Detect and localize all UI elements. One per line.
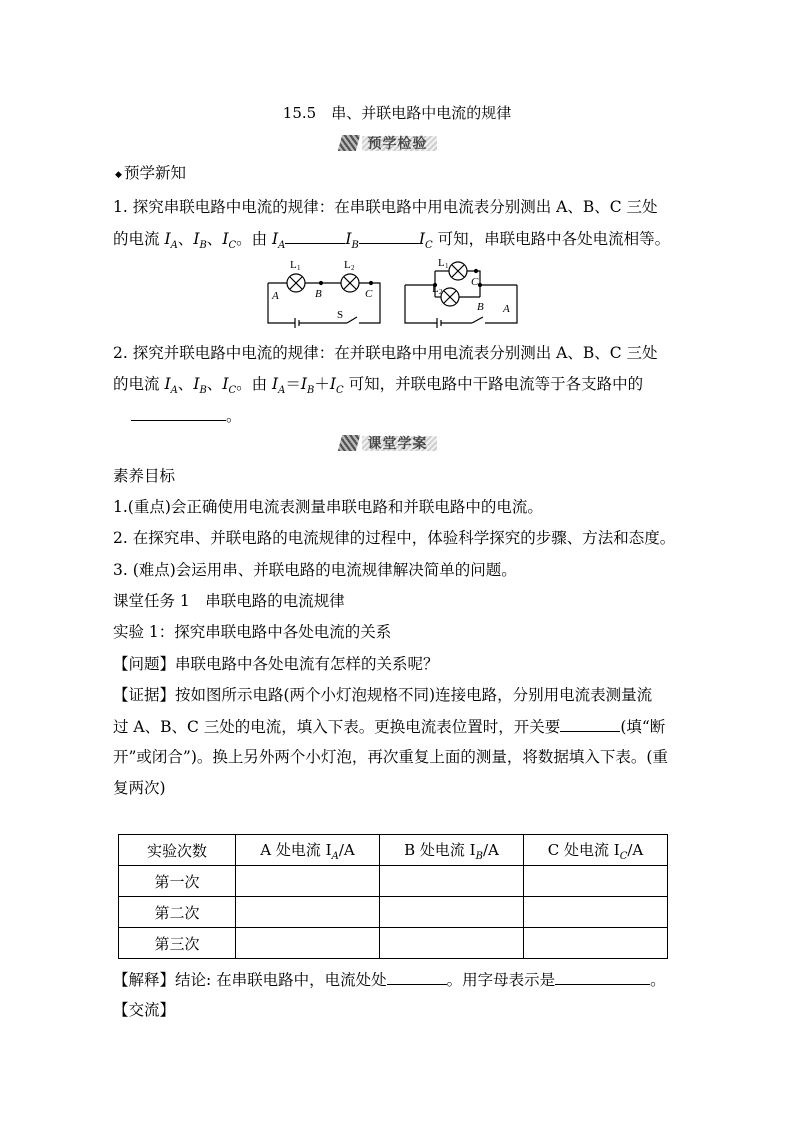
table-cell[interactable]	[524, 897, 668, 928]
svg-text:1: 1	[297, 264, 301, 272]
evidence-line3: 开”或闭合”)。换上另外两个小灯泡，再次重复上面的测量，将数据填入下表。(重	[113, 748, 668, 766]
table-header: C 处电流 $I_C/A$	[524, 835, 668, 866]
q2-line1: 2. 探究并联电路中电流的规律：在并联电路中用电流表分别测出 A、B、C 三处	[113, 344, 658, 362]
page-title: 15.5 串、并联电路中电流的规律	[282, 104, 512, 122]
svg-text:B: B	[315, 288, 322, 300]
evidence-line2: 过 A、B、C 三处的电流，填入下表。更换电流表位置时，开关要 (填“断	[113, 718, 666, 736]
goal-1: 1.(重点)会正确使用电流表测量串联电路和并联电路中的电流。	[113, 498, 543, 516]
q2-line2: 的电流 $I_A$、$I_B$、$I_C$。由 $I_A=I_B+I_C$ 可知，并联电路中干路电流等于各支路中的	[113, 375, 644, 397]
table-header-row	[119, 835, 668, 866]
evidence-line1: 【证据】按如图所示电路(两个小灯泡规格不同)连接电路，分别用电流表测量流	[113, 686, 653, 704]
goal-3: 3. (难点)会运用串、并联电路的电流规律解决简单的问题。	[113, 561, 517, 579]
row-label: 第三次	[119, 928, 236, 959]
table-row	[119, 897, 668, 928]
experiment-1-heading: 实验 1：探究串联电路中各处电流的关系	[113, 623, 392, 641]
svg-text:S: S	[337, 309, 344, 321]
section-badge-preview	[340, 133, 455, 155]
svg-text:L: L	[344, 259, 351, 271]
parallel-circuit	[405, 262, 517, 328]
series-circuit	[268, 274, 380, 328]
svg-text:B: B	[477, 301, 484, 313]
table-cell[interactable]	[236, 897, 380, 928]
row-label: 第二次	[119, 897, 236, 928]
evidence-line4: 复两次)	[113, 779, 166, 797]
table-header: B 处电流 $I_B/A$	[380, 835, 524, 866]
question-line: 【问题】串联电路中各处电流有怎样的关系呢？	[113, 655, 439, 673]
table-row	[119, 928, 668, 959]
section-title-preview: 预学检验	[367, 136, 428, 152]
svg-text:L: L	[432, 283, 439, 295]
svg-text:A: A	[503, 303, 510, 315]
svg-text:1: 1	[445, 262, 449, 270]
goals-heading: 素养目标	[113, 467, 176, 485]
bullet-icon: ◆	[115, 170, 122, 180]
pencil-icon	[338, 435, 360, 451]
section-title-class: 课堂学案	[367, 436, 428, 452]
table-cell[interactable]	[524, 928, 668, 959]
q1-line2: 的电流 $I_A$、$I_B$、$I_C$。由 $I_A$ $I_B$ $I_C$ 可知，串联电路中各处电流相等。	[113, 230, 671, 252]
table-cell[interactable]	[380, 866, 524, 897]
data-table	[118, 834, 668, 959]
q1-blank-1[interactable]	[285, 228, 345, 244]
explain-blank-1[interactable]	[387, 969, 447, 985]
q2-line3: 。	[131, 405, 242, 426]
section-badge-class	[340, 433, 455, 455]
q1-blank-2[interactable]	[359, 228, 419, 244]
circuit-diagrams	[262, 255, 527, 330]
table-cell[interactable]	[380, 928, 524, 959]
row-label: 第一次	[119, 866, 236, 897]
table-cell[interactable]	[236, 928, 380, 959]
pencil-icon	[338, 135, 360, 151]
exchange-heading: 【交流】	[113, 1001, 176, 1019]
table-cell[interactable]	[380, 897, 524, 928]
goal-2: 2. 在探究串、并联电路的电流规律的过程中，体验科学探究的步骤、方法和态度。	[113, 529, 676, 547]
svg-text:L: L	[438, 257, 445, 269]
explain-blank-2[interactable]	[555, 969, 650, 985]
table-cell[interactable]	[236, 866, 380, 897]
q1-line1: 1. 探究串联电路中电流的规律：在串联电路中用电流表分别测出 A、B、C 三处	[113, 198, 658, 216]
evidence-blank[interactable]	[560, 716, 620, 732]
svg-text:A: A	[272, 290, 279, 302]
task-1-heading: 课堂任务 1 串联电路的电流规律	[113, 592, 345, 610]
preview-heading: 预学新知	[124, 164, 187, 182]
table-header: 实验次数	[119, 835, 236, 866]
svg-text:L: L	[290, 259, 297, 271]
svg-text:2: 2	[439, 288, 443, 296]
table-row	[119, 866, 668, 897]
svg-text:C: C	[471, 276, 479, 288]
q2-blank[interactable]	[131, 405, 226, 421]
table-cell[interactable]	[524, 866, 668, 897]
explain-line: 【解释】结论: 在串联电路中，电流处处 。用字母表示是 。	[113, 971, 666, 989]
svg-text:2: 2	[351, 264, 355, 272]
circuit-labels	[271, 257, 510, 321]
table-header: A 处电流 $I_A/A$	[236, 835, 380, 866]
svg-text:C: C	[365, 288, 373, 300]
